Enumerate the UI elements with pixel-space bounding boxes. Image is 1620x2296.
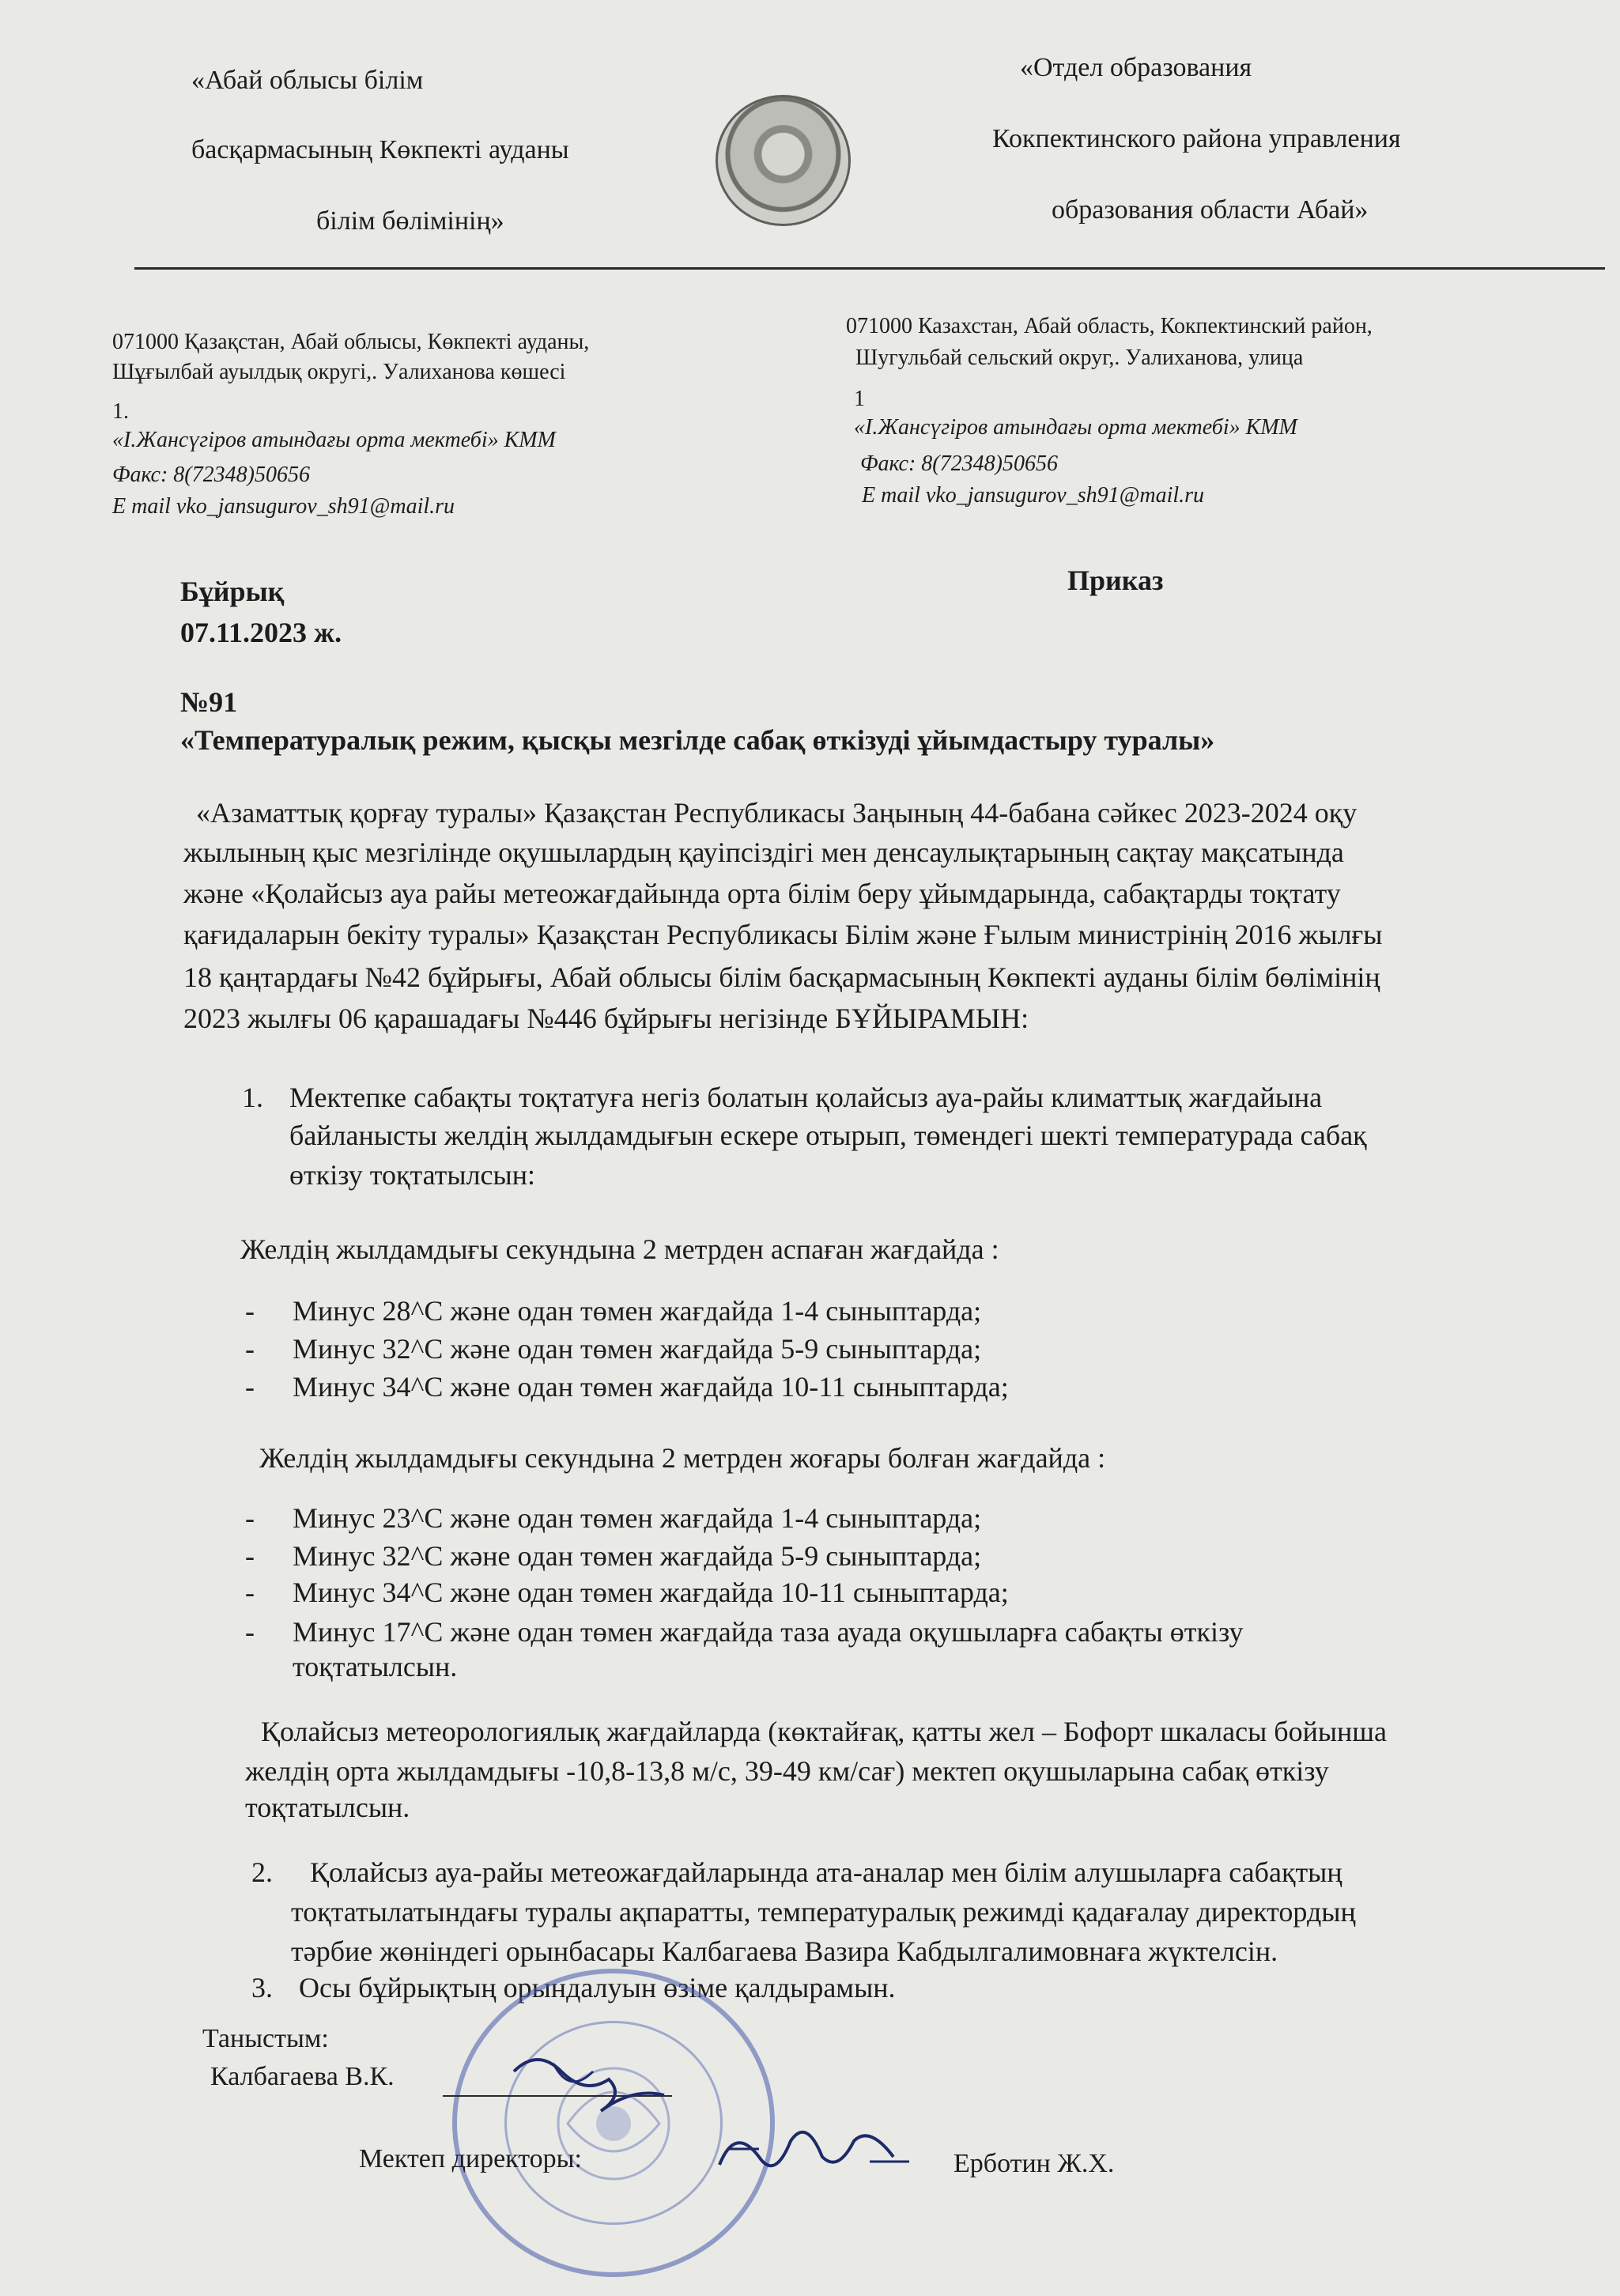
bullet-dash: - (245, 1540, 255, 1572)
weather-para-line: тоқтатылсын. (245, 1792, 410, 1823)
acquainted-signature-icon (506, 2040, 688, 2127)
address-kz-line1: 071000 Қазақстан, Абай облысы, Көкпекті ауданы, (112, 330, 590, 354)
kz-org-line1: «Абай облысы білім (191, 66, 424, 95)
kz-org-line2: басқармасының Көкпекті ауданы (191, 135, 569, 164)
wind-high-bullet: Минус 23^С және одан төмен жағдайда 1-4 сыныптарда; (293, 1502, 982, 1534)
item2-line: Қолайсыз ауа-райы метеожағдайларында ата-аналар мен білім алушыларға сабақтың (310, 1856, 1342, 1888)
preamble-line: 2023 жылғы 06 қарашадағы №446 бұйрығы негізінде БҰЙЫРАМЫН: (183, 1003, 1029, 1034)
item1-number: 1. (242, 1082, 263, 1113)
preamble-line: «Азаматтық қорғау туралы» Қазақстан Республикасы Заңының 44-бабана сәйкес 2023-2024 оқу (196, 797, 1358, 829)
item3-text: Осы бұйрықтың орындалуын өзіме қалдырамын. (299, 1972, 896, 2003)
address-ru-line2: Шугульбай сельский округ,. Уалиханова, улица (855, 346, 1304, 370)
address-kz-line2: Шұғылбай ауылдық округі,. Уалиханова көшесі (112, 360, 566, 384)
bullet-dash: - (245, 1295, 255, 1327)
bullet-dash: - (245, 1371, 255, 1403)
item1-line: байланысты желдің жылдамдығын ескере отырып, төмендегі шекті температурада сабақ (289, 1120, 1367, 1151)
address-kz-email: E mail vko_jansugurov_sh91@mail.ru (112, 494, 455, 519)
address-ru-school: «І.Жансүгіров атындағы орта мектебі» КММ (854, 415, 1297, 440)
address-ru-line1: 071000 Казахстан, Абай область, Кокпектинский район, (846, 314, 1373, 338)
bullet-dash: - (245, 1616, 255, 1648)
wind-high-bullet: Минус 34^С және одан төмен жағдайда 10-11 сыныптарда; (293, 1577, 1009, 1608)
wind-low-bullet: Минус 28^С және одан төмен жағдайда 1-4 сыныптарда; (293, 1295, 982, 1327)
address-kz-line3: 1. (112, 399, 129, 424)
item1-line: Мектепке сабақты тоқтатуға негіз болатын қолайсыз ауа-райы климаттық жағдайына (289, 1082, 1323, 1113)
wind-high-bullet: Минус 32^С және одан төмен жағдайда 5-9 сыныптарда; (293, 1540, 982, 1572)
preamble-line: жылының қыс мезгілінде оқушылардың қауіпсіздігі мен денсаулықтарының сақтау мақсатында (183, 836, 1344, 868)
item2-line: тоқтатылатындағы туралы ақпаратты, температуралық режимді қадағалау директордың (291, 1896, 1356, 1928)
director-signature-icon (712, 2109, 917, 2196)
item3-number: 3. (251, 1972, 273, 2003)
address-kz-fax: Факс: 8(72348)50656 (112, 463, 310, 487)
address-ru-line3: 1 (854, 387, 865, 411)
order-number: №91 (180, 686, 238, 718)
wind-high-bullet: Минус 17^С және одан төмен жағдайда таза ауада оқушыларға сабақты өткізу (293, 1616, 1244, 1648)
preamble-line: 18 қаңтардағы №42 бұйрығы, Абай облысы білім басқармасының Көкпекті ауданы білім бөлімінің (183, 961, 1380, 993)
item1-line: өткізу тоқтатылсын: (289, 1159, 535, 1191)
acquainted-label: Таныстым: (202, 2024, 329, 2053)
preamble-line: және «Қолайсыз ауа райы метеожағдайында орта білім беру ұйымдарында, сабақтарды тоқтату (183, 878, 1341, 909)
bullet-dash: - (245, 1577, 255, 1608)
item2-line: тәрбие жөніндегі орынбасары Калбагаева Вазира Кабдылгалимовнаға жүктелсін. (291, 1935, 1278, 1967)
ru-org-line1: «Отдел образования (1020, 53, 1252, 82)
weather-para-line: желдің орта жылдамдығы -10,8-13,8 м/с, 39-49 км/сағ) мектеп оқушыларына сабақ өткізу (245, 1755, 1329, 1787)
ru-org-line3: образования области Абай» (1052, 195, 1369, 225)
order-ru-word: Приказ (1067, 565, 1164, 596)
preamble-line: қағидаларын бекіту туралы» Қазақстан Республикасы Білім және Ғылым министрінің 2016 жылғы (183, 919, 1383, 950)
header-divider (134, 267, 1605, 270)
ru-org-line2: Кокпектинского района управления (992, 124, 1401, 153)
acquainted-name: Калбагаева В.К. (210, 2062, 395, 2091)
wind-low-heading: Желдің жылдамдығы секундына 2 метрден аспаған жағдайда : (240, 1233, 999, 1265)
director-name: Ерботин Ж.Х. (953, 2149, 1115, 2178)
director-label: Мектеп директоры: (359, 2144, 582, 2173)
item2-number: 2. (251, 1856, 273, 1888)
address-ru-fax: Факс: 8(72348)50656 (860, 451, 1058, 476)
kz-org-line3: білім бөлімінің» (316, 206, 504, 236)
order-title: «Температуралық режим, қысқы мезгілде сабақ өткізуді ұйымдастыру туралы» (180, 724, 1215, 756)
bullet-dash: - (245, 1502, 255, 1534)
weather-para-line: Қолайсыз метеорологиялық жағдайларда (көктайғақ, қатты жел – Бофорт шкаласы бойынша (261, 1716, 1388, 1747)
bullet-dash: - (245, 1333, 255, 1365)
order-kz-word: Бұйрық (180, 576, 285, 607)
wind-high-bullet-cont: тоқтатылсын. (293, 1651, 458, 1682)
kazakhstan-emblem-icon (716, 95, 851, 226)
address-ru-email: E mail vko_jansugurov_sh91@mail.ru (862, 483, 1205, 508)
address-kz-school: «І.Жансүгіров атындағы орта мектебі» КММ (112, 428, 556, 452)
wind-low-bullet: Минус 34^С және одан төмен жағдайда 10-11 сыныптарда; (293, 1371, 1009, 1403)
wind-low-bullet: Минус 32^С және одан төмен жағдайда 5-9 сыныптарда; (293, 1333, 982, 1365)
order-date: 07.11.2023 ж. (180, 617, 342, 648)
wind-high-heading: Желдің жылдамдығы секундына 2 метрден жоғары болған жағдайда : (259, 1442, 1106, 1474)
